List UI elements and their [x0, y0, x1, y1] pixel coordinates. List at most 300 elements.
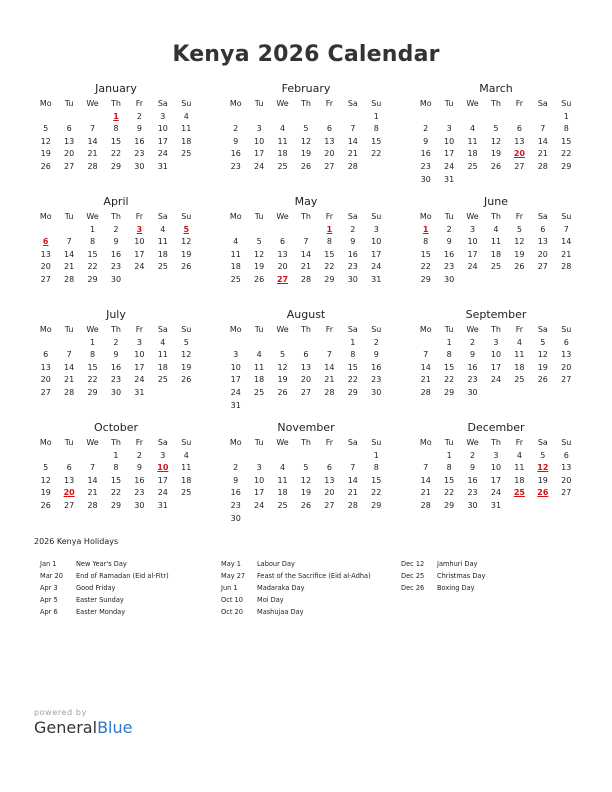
holiday-date: May 27 [221, 572, 246, 580]
holiday-date: Dec 25 [401, 572, 425, 580]
holiday-date: Apr 6 [40, 608, 58, 616]
day-cell: 22 [110, 488, 122, 498]
day-cell: 23 [467, 488, 478, 498]
day-cell: 10 [157, 124, 168, 134]
empty-day-cell [271, 513, 294, 526]
weekday-label: We [86, 212, 99, 221]
weekday-label: Fr [325, 99, 334, 108]
day-cell: 9 [233, 136, 239, 146]
day-cell: 15 [347, 362, 358, 372]
day-cell: 13 [64, 475, 75, 485]
day-cell: 28 [537, 161, 548, 171]
weekday-label: Su [371, 99, 382, 108]
day-cell: 11 [514, 350, 525, 360]
day-cell: 28 [87, 161, 98, 171]
holiday-name: Jamhuri Day [437, 560, 478, 568]
empty-day-cell [247, 337, 270, 350]
day-cell: 11 [490, 237, 502, 247]
day-cell: 22 [371, 149, 382, 159]
day-cell: 26 [490, 161, 502, 171]
month-july [34, 308, 198, 421]
day-cell: 13 [561, 463, 572, 473]
empty-day-cell [247, 450, 270, 463]
day-cell: 11 [277, 136, 288, 146]
week-row [34, 374, 198, 387]
month-table [224, 211, 388, 287]
empty-day-cell [175, 387, 198, 400]
holiday-list-item [401, 558, 485, 570]
week-row [34, 236, 198, 249]
empty-day-cell [461, 274, 484, 287]
day-cell: 17 [467, 249, 478, 259]
empty-day-cell [365, 513, 388, 526]
day-cell: 23 [134, 149, 145, 159]
day-cell: 18 [490, 249, 502, 259]
day-cell: 22 [87, 262, 98, 272]
day-cell: 2 [136, 450, 142, 460]
month-name: April [103, 195, 129, 208]
week-row [414, 450, 578, 463]
day-cell: 25 [490, 262, 502, 272]
day-cell: 8 [563, 124, 569, 134]
day-cell: 14 [87, 136, 98, 146]
day-cell: 7 [423, 350, 429, 360]
empty-day-cell [318, 513, 341, 526]
week-row [224, 349, 388, 362]
week-row [414, 462, 578, 475]
weekday-label: We [276, 212, 289, 221]
day-cell: 19 [537, 475, 548, 485]
day-cell: 16 [110, 249, 122, 259]
day-cell: 20 [324, 488, 335, 498]
day-cell: 16 [347, 249, 358, 259]
day-cell: 17 [230, 375, 241, 385]
empty-day-cell [341, 400, 364, 413]
weekday-label: Tu [64, 325, 74, 334]
day-cell: 13 [324, 136, 335, 146]
week-row [34, 249, 198, 262]
month-table [34, 211, 198, 287]
day-cell: 6 [66, 124, 72, 134]
week-row [224, 400, 388, 413]
day-cell: 5 [540, 337, 546, 347]
empty-day-cell [414, 450, 437, 463]
month-november [224, 421, 388, 534]
day-cell: 12 [537, 350, 548, 360]
day-cell: 21 [347, 149, 358, 159]
weekday-label: We [86, 99, 99, 108]
week-row [224, 249, 388, 262]
day-cell: 13 [300, 362, 312, 372]
weekday-label: Th [490, 212, 501, 221]
weekday-label: Tu [64, 99, 74, 108]
weekday-label: We [276, 438, 289, 447]
day-cell: 15 [110, 136, 122, 146]
holiday-list-item [221, 606, 371, 618]
empty-day-cell [57, 111, 80, 124]
empty-day-cell [508, 111, 531, 124]
day-cell: 29 [371, 500, 382, 510]
empty-day-cell [461, 111, 484, 124]
day-cell: 22 [347, 375, 358, 385]
day-cell: 24 [134, 262, 145, 272]
day-cell: 11 [254, 362, 265, 372]
day-cell: 7 [540, 124, 546, 134]
day-cell: 1 [446, 450, 452, 460]
day-cell: 16 [467, 362, 478, 372]
day-cell: 2 [423, 124, 429, 134]
day-cell: 14 [64, 249, 75, 259]
day-cell: 2 [446, 224, 452, 234]
empty-day-cell [34, 337, 57, 350]
day-cell: 29 [87, 387, 98, 397]
day-cell: 1 [113, 450, 119, 460]
day-cell: 25 [157, 375, 168, 385]
holiday-list-column-1 [40, 558, 169, 618]
day-cell: 9 [233, 475, 239, 485]
day-cell: 15 [444, 362, 455, 372]
month-table [224, 437, 388, 525]
day-cell: 10 [230, 362, 241, 372]
holiday-name: Labour Day [257, 560, 295, 568]
empty-day-cell [224, 450, 247, 463]
empty-day-cell [508, 387, 531, 400]
weekday-label: Sa [347, 325, 358, 334]
weekday-label: Mo [229, 99, 242, 108]
weekday-label: Fr [135, 212, 144, 221]
day-cell: 12 [181, 350, 192, 360]
weekday-label: We [466, 438, 479, 447]
holiday-day-cell: 1 [422, 224, 429, 234]
holiday-name: Good Friday [76, 584, 116, 592]
day-cell: 14 [537, 136, 548, 146]
week-row [34, 224, 198, 237]
day-cell: 19 [181, 362, 192, 372]
day-cell: 30 [467, 500, 478, 510]
week-row [34, 136, 198, 149]
day-cell: 23 [444, 262, 455, 272]
holiday-name: Madaraka Day [257, 584, 305, 592]
weekday-label: Th [300, 212, 311, 221]
empty-day-cell [555, 387, 578, 400]
week-row [224, 337, 388, 350]
day-cell: 1 [90, 224, 96, 234]
day-cell: 7 [90, 124, 96, 134]
holiday-list-column-3 [401, 558, 485, 594]
empty-day-cell [365, 400, 388, 413]
week-row [34, 500, 198, 513]
day-cell: 12 [254, 249, 265, 259]
day-cell: 10 [254, 136, 265, 146]
day-cell: 16 [230, 149, 241, 159]
day-cell: 31 [490, 500, 502, 510]
day-cell: 23 [371, 375, 382, 385]
empty-day-cell [128, 274, 151, 287]
day-cell: 2 [350, 224, 356, 234]
weekday-label: Tu [444, 212, 454, 221]
day-cell: 21 [324, 375, 335, 385]
empty-day-cell [555, 174, 578, 187]
day-cell: 8 [423, 237, 429, 247]
holiday-date: Apr 5 [40, 596, 58, 604]
month-name: June [484, 195, 508, 208]
day-cell: 31 [371, 274, 382, 284]
day-cell: 7 [423, 463, 429, 473]
holiday-list-item [221, 594, 371, 606]
week-row [414, 261, 578, 274]
day-cell: 12 [300, 475, 312, 485]
day-cell: 17 [134, 362, 145, 372]
day-cell: 16 [467, 475, 478, 485]
month-name: May [294, 195, 318, 208]
month-table [34, 437, 198, 513]
day-cell: 17 [254, 488, 265, 498]
weekday-label: Mo [419, 438, 432, 447]
week-row [224, 136, 388, 149]
day-cell: 13 [561, 350, 572, 360]
day-cell: 9 [136, 463, 142, 473]
holiday-day-cell: 10 [157, 463, 169, 473]
day-cell: 14 [347, 136, 358, 146]
day-cell: 4 [280, 463, 286, 473]
holiday-day-cell: 20 [513, 149, 525, 159]
month-may [224, 195, 388, 308]
empty-day-cell [414, 111, 437, 124]
day-cell: 18 [230, 262, 241, 272]
day-cell: 25 [277, 500, 288, 510]
day-cell: 28 [347, 161, 358, 171]
day-cell: 24 [467, 262, 478, 272]
brand-blue: Blue [97, 718, 133, 737]
holiday-name: Mashujaa Day [257, 608, 304, 616]
day-cell: 20 [300, 375, 312, 385]
day-cell: 28 [420, 500, 431, 510]
day-cell: 17 [254, 149, 265, 159]
day-cell: 30 [420, 174, 431, 184]
day-cell: 5 [303, 463, 309, 473]
week-row [414, 136, 578, 149]
day-cell: 9 [136, 124, 142, 134]
holiday-date: Dec 26 [401, 584, 425, 592]
weekday-label: Fr [135, 438, 144, 447]
day-cell: 5 [183, 337, 189, 347]
day-cell: 21 [300, 262, 312, 272]
holiday-list-item [221, 570, 371, 582]
weekday-label: Sa [537, 212, 548, 221]
day-cell: 8 [446, 463, 452, 473]
day-cell: 12 [40, 136, 51, 146]
day-cell: 14 [347, 475, 358, 485]
day-cell: 1 [373, 450, 379, 460]
day-cell: 10 [371, 237, 382, 247]
day-cell: 19 [490, 149, 502, 159]
day-cell: 24 [490, 488, 502, 498]
month-august [224, 308, 388, 421]
weekday-label: Fr [515, 325, 524, 334]
empty-day-cell [151, 274, 174, 287]
day-cell: 7 [90, 463, 96, 473]
day-cell: 13 [40, 362, 51, 372]
month-name: November [277, 421, 335, 434]
empty-day-cell [508, 500, 531, 513]
day-cell: 18 [277, 149, 288, 159]
holiday-day-cell: 6 [42, 237, 49, 247]
day-cell: 20 [324, 149, 335, 159]
day-cell: 29 [347, 387, 358, 397]
day-cell: 30 [110, 387, 122, 397]
holiday-list-column-2 [221, 558, 371, 618]
day-cell: 5 [256, 237, 262, 247]
weekday-label: Fr [325, 438, 334, 447]
empty-day-cell [484, 111, 507, 124]
day-cell: 29 [420, 274, 431, 284]
day-cell: 14 [561, 237, 572, 247]
day-cell: 25 [277, 161, 288, 171]
day-cell: 4 [160, 224, 166, 234]
empty-day-cell [484, 387, 507, 400]
empty-day-cell [34, 450, 57, 463]
day-cell: 25 [514, 375, 525, 385]
month-name: July [106, 308, 126, 321]
weekday-label: Th [300, 99, 311, 108]
empty-day-cell [175, 500, 198, 513]
week-row [34, 462, 198, 475]
weekday-label: Fr [515, 99, 524, 108]
day-cell: 30 [467, 387, 478, 397]
weekday-label: Th [490, 99, 501, 108]
day-cell: 31 [157, 500, 168, 510]
holiday-day-cell: 27 [276, 274, 289, 284]
day-cell: 7 [326, 350, 332, 360]
month-table [224, 324, 388, 412]
brand-general: General [34, 718, 98, 737]
weekday-label: Su [371, 438, 382, 447]
empty-day-cell [247, 400, 270, 413]
week-row [34, 475, 198, 488]
day-cell: 19 [300, 149, 312, 159]
day-cell: 20 [40, 262, 51, 272]
day-cell: 10 [134, 350, 145, 360]
empty-day-cell [271, 400, 294, 413]
week-row [414, 374, 578, 387]
day-cell: 26 [514, 262, 525, 272]
day-cell: 18 [181, 475, 192, 485]
week-row [224, 362, 388, 375]
day-cell: 11 [181, 124, 192, 134]
month-march [414, 82, 578, 195]
holiday-list-item [401, 582, 485, 594]
empty-day-cell [294, 450, 317, 463]
weekday-label: Mo [229, 212, 242, 221]
empty-day-cell [81, 111, 104, 124]
day-cell: 5 [493, 124, 499, 134]
weekday-label: Tu [254, 325, 264, 334]
day-cell: 14 [64, 362, 75, 372]
day-cell: 9 [113, 237, 119, 247]
day-cell: 22 [444, 488, 455, 498]
day-cell: 3 [493, 450, 499, 460]
day-cell: 7 [350, 124, 356, 134]
week-row [224, 387, 388, 400]
holiday-day-cell: 12 [537, 463, 549, 473]
day-cell: 18 [277, 488, 288, 498]
day-cell: 1 [373, 111, 379, 121]
day-cell: 6 [43, 350, 49, 360]
day-cell: 27 [514, 161, 525, 171]
month-table [224, 98, 388, 174]
day-cell: 17 [490, 362, 502, 372]
day-cell: 8 [113, 124, 119, 134]
empty-day-cell [151, 387, 174, 400]
holiday-list-item [401, 570, 485, 582]
month-name: March [479, 82, 513, 95]
day-cell: 31 [444, 174, 455, 184]
day-cell: 20 [277, 262, 288, 272]
holiday-list-item [221, 582, 371, 594]
week-row [414, 161, 578, 174]
day-cell: 25 [230, 274, 241, 284]
day-cell: 5 [540, 450, 546, 460]
day-cell: 11 [467, 136, 478, 146]
day-cell: 28 [87, 500, 98, 510]
weekday-label: Fr [325, 325, 334, 334]
day-cell: 18 [157, 362, 168, 372]
week-row [224, 148, 388, 161]
day-cell: 12 [514, 237, 525, 247]
day-cell: 22 [444, 375, 455, 385]
day-cell: 16 [371, 362, 382, 372]
day-cell: 18 [181, 136, 192, 146]
empty-day-cell [57, 224, 80, 237]
day-cell: 7 [563, 224, 569, 234]
day-cell: 19 [40, 488, 51, 498]
empty-day-cell [57, 450, 80, 463]
day-cell: 4 [256, 350, 262, 360]
month-october [34, 421, 198, 534]
day-cell: 13 [537, 237, 548, 247]
week-row [34, 148, 198, 161]
day-cell: 24 [254, 161, 265, 171]
empty-day-cell [341, 111, 364, 124]
week-row [34, 362, 198, 375]
day-cell: 11 [181, 463, 192, 473]
day-cell: 15 [561, 136, 572, 146]
empty-day-cell [484, 274, 507, 287]
weekday-label: Mo [39, 212, 52, 221]
brand-wordmark [34, 718, 132, 737]
day-cell: 18 [514, 475, 525, 485]
empty-day-cell [294, 111, 317, 124]
empty-day-cell [341, 513, 364, 526]
week-row [34, 337, 198, 350]
generalblue-logo[interactable] [34, 708, 132, 737]
day-cell: 1 [350, 337, 356, 347]
day-cell: 15 [371, 136, 382, 146]
weekday-label: Tu [444, 325, 454, 334]
day-cell: 24 [444, 161, 455, 171]
day-cell: 3 [256, 124, 262, 134]
day-cell: 8 [90, 237, 96, 247]
day-cell: 19 [514, 249, 525, 259]
week-row [224, 161, 388, 174]
day-cell: 12 [40, 475, 51, 485]
day-cell: 24 [134, 375, 145, 385]
day-cell: 19 [181, 249, 192, 259]
empty-day-cell [224, 224, 247, 237]
weekday-label: Mo [229, 438, 242, 447]
day-cell: 26 [300, 161, 312, 171]
day-cell: 9 [350, 237, 356, 247]
